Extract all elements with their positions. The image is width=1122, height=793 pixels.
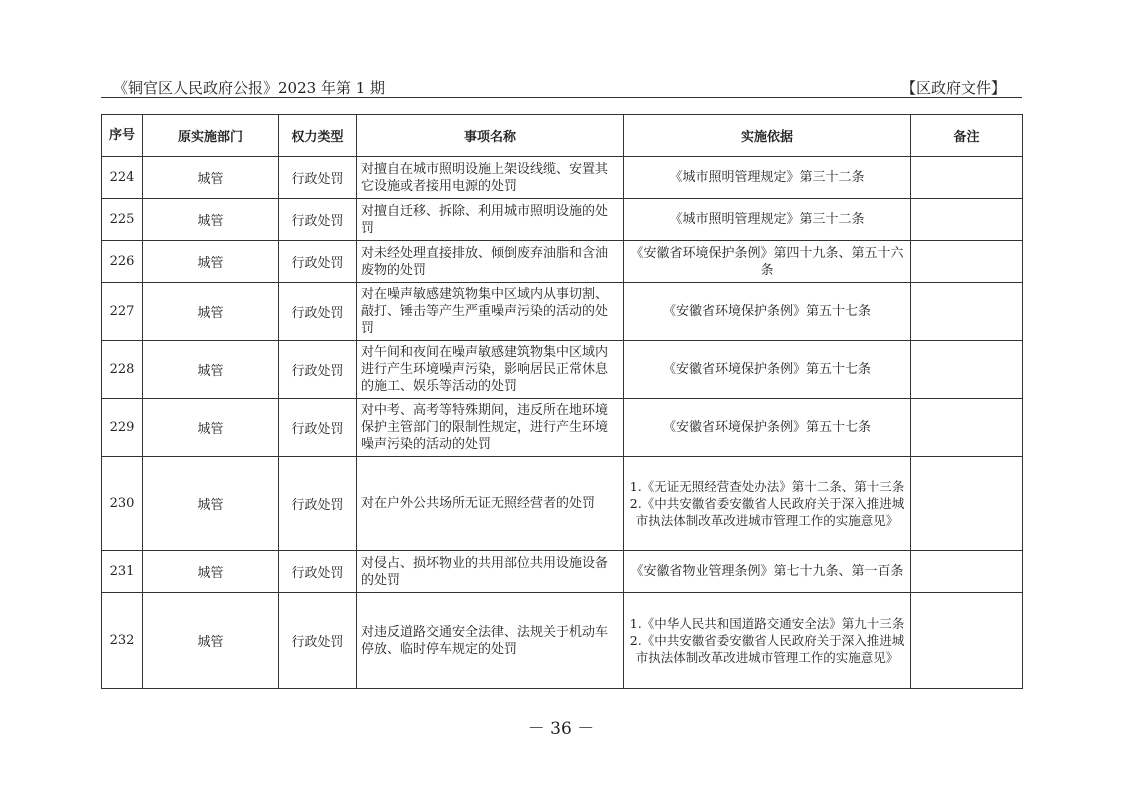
row-power-type: 行政处罚	[279, 157, 357, 199]
col-header-basis: 实施依据	[624, 115, 911, 157]
row-department: 城管	[143, 199, 279, 241]
basis-item: 1.《中华人民共和国道路交通安全法》第九十三条	[629, 616, 905, 631]
row-item-name: 对未经处理直接排放、倾倒废弃油脂和含油废物的处罚	[357, 241, 624, 283]
row-number: 231	[102, 551, 143, 593]
row-remark	[911, 399, 1023, 457]
row-power-type: 行政处罚	[279, 341, 357, 399]
col-header-dept: 原实施部门	[143, 115, 279, 157]
row-number: 225	[102, 199, 143, 241]
row-number: 226	[102, 241, 143, 283]
row-remark	[911, 551, 1023, 593]
row-basis	[624, 593, 911, 689]
document-header-title: 《铜官区人民政府公报》2023 年第 1 期	[113, 79, 386, 97]
table-row	[102, 593, 1023, 689]
row-basis: 《安徽省环境保护条例》第五十七条	[624, 399, 911, 457]
table-row	[102, 341, 1023, 399]
row-power-type: 行政处罚	[279, 283, 357, 341]
col-header-name: 事项名称	[357, 115, 624, 157]
row-item-name: 对擅自在城市照明设施上架设线缆、安置其它设施或者接用电源的处罚	[357, 157, 624, 199]
row-basis: 《城市照明管理规定》第三十二条	[624, 199, 911, 241]
row-number: 230	[102, 457, 143, 551]
row-department: 城管	[143, 551, 279, 593]
table-row	[102, 283, 1023, 341]
row-number: 227	[102, 283, 143, 341]
document-section-label: 【区政府文件】	[900, 79, 1006, 97]
row-basis: 《安徽省环境保护条例》第五十七条	[624, 341, 911, 399]
row-number: 229	[102, 399, 143, 457]
row-item-name: 对在户外公共场所无证无照经营者的处罚	[357, 457, 624, 551]
row-power-type: 行政处罚	[279, 593, 357, 689]
row-department: 城管	[143, 341, 279, 399]
row-item-name: 对午间和夜间在噪声敏感建筑物集中区域内进行产生环境噪声污染，影响居民正常休息的施工、娱乐等活动的处罚	[357, 341, 624, 399]
row-basis: 《安徽省环境保护条例》第五十七条	[624, 283, 911, 341]
row-basis: 《安徽省环境保护条例》第四十九条、第五十六条	[624, 241, 911, 283]
row-department: 城管	[143, 593, 279, 689]
row-number: 228	[102, 341, 143, 399]
header-divider	[101, 97, 1022, 98]
row-item-name: 对擅自迁移、拆除、利用城市照明设施的处罚	[357, 199, 624, 241]
row-department: 城管	[143, 241, 279, 283]
row-item-name: 对违反道路交通安全法律、法规关于机动车停放、临时停车规定的处罚	[357, 593, 624, 689]
row-power-type: 行政处罚	[279, 551, 357, 593]
power-list-table	[101, 114, 1023, 689]
row-remark	[911, 199, 1023, 241]
row-remark	[911, 283, 1023, 341]
row-basis	[624, 457, 911, 551]
row-remark	[911, 457, 1023, 551]
row-power-type: 行政处罚	[279, 241, 357, 283]
col-header-remark: 备注	[911, 115, 1023, 157]
table-row	[102, 157, 1023, 199]
row-basis: 《城市照明管理规定》第三十二条	[624, 157, 911, 199]
row-department: 城管	[143, 399, 279, 457]
row-number: 224	[102, 157, 143, 199]
row-number: 232	[102, 593, 143, 689]
row-department: 城管	[143, 457, 279, 551]
row-department: 城管	[143, 283, 279, 341]
row-power-type: 行政处罚	[279, 457, 357, 551]
row-basis: 《安徽省物业管理条例》第七十九条、第一百条	[624, 551, 911, 593]
table-header-row	[102, 115, 1023, 157]
basis-item: 2.《中共安徽省委安徽省人民政府关于深入推进城市执法体制改革改进城市管理工作的实施意见》	[629, 633, 905, 665]
row-item-name: 对在噪声敏感建筑物集中区域内从事切割、敲打、锤击等产生严重噪声污染的活动的处罚	[357, 283, 624, 341]
row-remark	[911, 241, 1023, 283]
row-power-type: 行政处罚	[279, 199, 357, 241]
table-row	[102, 551, 1023, 593]
page-number: － 36 －	[527, 719, 595, 739]
row-item-name: 对侵占、损坏物业的共用部位共用设施设备的处罚	[357, 551, 624, 593]
table-row	[102, 241, 1023, 283]
row-remark	[911, 593, 1023, 689]
basis-item: 2.《中共安徽省委安徽省人民政府关于深入推进城市执法体制改革改进城市管理工作的实施意见》	[629, 496, 905, 528]
col-header-seq: 序号	[102, 115, 143, 157]
table-row	[102, 457, 1023, 551]
col-header-type: 权力类型	[279, 115, 357, 157]
row-power-type: 行政处罚	[279, 399, 357, 457]
row-remark	[911, 157, 1023, 199]
table-row	[102, 199, 1023, 241]
row-remark	[911, 341, 1023, 399]
table-row	[102, 399, 1023, 457]
basis-item: 1.《无证无照经营查处办法》第十二条、第十三条	[629, 479, 905, 494]
row-department: 城管	[143, 157, 279, 199]
row-item-name: 对中考、高考等特殊期间，违反所在地环境保护主管部门的限制性规定，进行产生环境噪声污染的活动的处罚	[357, 399, 624, 457]
